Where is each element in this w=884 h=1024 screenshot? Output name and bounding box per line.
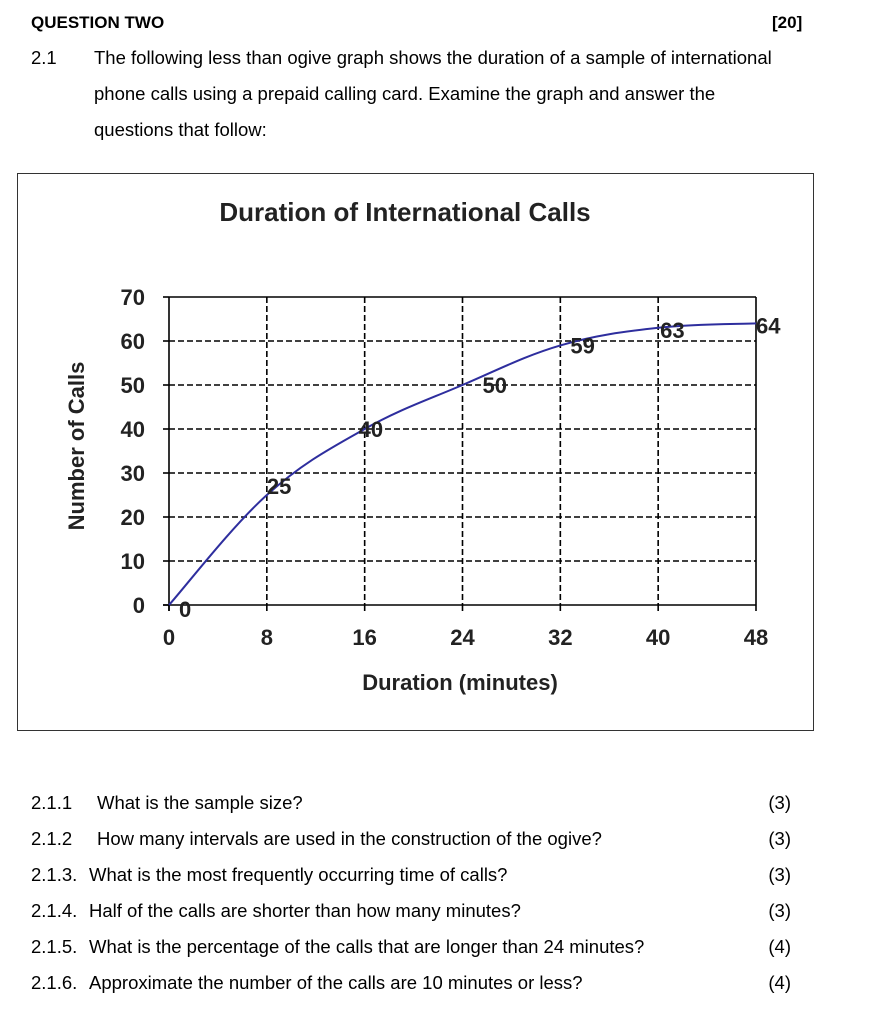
question-text: What is the most frequently occurring time of calls? <box>89 864 508 885</box>
question-row <box>31 972 791 998</box>
data-point-label: 40 <box>358 417 384 442</box>
question-row <box>31 864 791 890</box>
data-point-label: 0 <box>179 597 192 622</box>
question-text: What is the percentage of the calls that are longer than 24 minutes? <box>89 936 645 957</box>
chart-grid <box>169 297 756 605</box>
y-tick-label: 0 <box>132 593 145 618</box>
question-marks: (3) <box>768 792 791 813</box>
y-tick-label: 10 <box>120 549 145 574</box>
x-tick-label: 48 <box>743 625 769 650</box>
data-point-label: 50 <box>482 373 507 398</box>
intro-line: The following less than ogive graph shows the duration of a sample of international <box>94 47 772 68</box>
data-point-label: 64 <box>756 313 781 339</box>
intro-line: questions that follow: <box>94 119 267 140</box>
question-row <box>31 828 791 854</box>
question-marks: (3) <box>768 864 791 885</box>
question-text: What is the sample size? <box>97 792 303 813</box>
chart-title: Duration of International Calls <box>219 197 591 227</box>
intro-line: phone calls using a prepaid calling card. Examine the graph and answer the <box>94 83 716 104</box>
question-row <box>31 936 791 962</box>
y-tick-label: 40 <box>120 417 145 442</box>
x-tick-label: 16 <box>352 625 377 650</box>
question-number: 2.1.3. <box>31 864 78 885</box>
question-marks: (4) <box>768 972 791 993</box>
data-point-label: 25 <box>266 474 292 499</box>
ogive-chart <box>18 174 812 729</box>
question-marks: (3) <box>768 900 791 921</box>
x-tick-label: 0 <box>162 625 176 650</box>
chart-axes <box>163 297 756 611</box>
question-text: Approximate the number of the calls are 10 minutes or less? <box>89 972 583 993</box>
intro-number: 2.1 <box>31 47 57 68</box>
y-tick-label: 30 <box>120 461 145 486</box>
question-text: Half of the calls are shorter than how many minutes? <box>89 900 521 921</box>
question-number: 2.1.5. <box>31 936 78 957</box>
y-tick-label: 60 <box>120 329 145 354</box>
question-number: 2.1.4. <box>31 900 78 921</box>
question-row <box>31 900 791 926</box>
question-marks: (4) <box>768 936 791 957</box>
question-number: 2.1.6. <box>31 972 78 993</box>
intro-paragraph <box>94 40 772 148</box>
x-tick-label: 40 <box>645 625 671 650</box>
y-tick-label: 70 <box>120 285 145 310</box>
total-marks: [20] <box>772 13 803 32</box>
y-axis-label: Number of Calls <box>64 361 89 531</box>
x-tick-label: 24 <box>450 625 475 650</box>
x-tick-label: 8 <box>260 625 273 650</box>
question-number: 2.1.2 <box>31 828 73 849</box>
data-point-label: 63 <box>660 317 685 343</box>
y-tick-label: 50 <box>120 373 145 398</box>
question-title: QUESTION TWO <box>31 13 165 32</box>
data-point-label: 59 <box>570 333 595 359</box>
x-tick-label: 32 <box>548 625 573 650</box>
chart-point-labels <box>179 313 781 622</box>
question-text: How many intervals are used in the construction of the ogive? <box>97 828 602 849</box>
question-number: 2.1.1 <box>31 792 73 813</box>
chart-container <box>17 173 814 731</box>
y-tick-label: 20 <box>120 505 145 530</box>
x-axis-label: Duration (minutes) <box>362 670 558 695</box>
question-row <box>31 792 791 818</box>
question-marks: (3) <box>768 828 791 849</box>
